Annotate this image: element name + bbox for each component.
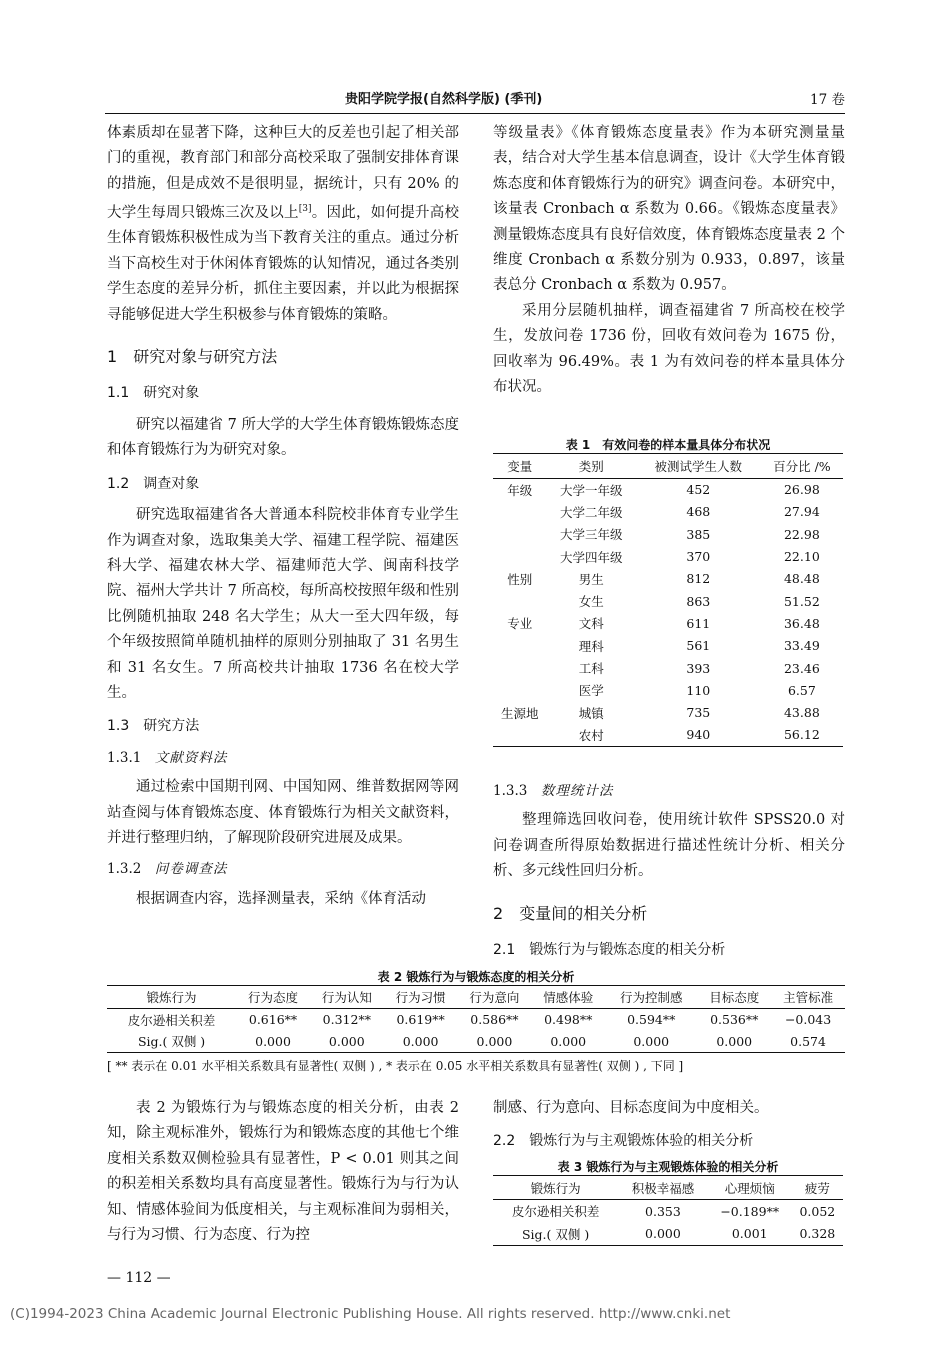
table-cell: 110 [686,682,711,698]
table-cell: 大学三年级 [559,527,623,543]
table-cell: 0.619** [396,1012,445,1028]
table-cell: 理科 [578,638,604,654]
table-row [107,1031,845,1053]
table-cell: 812 [686,571,711,587]
table-cell: 0.000 [645,1226,681,1242]
paragraph: 等级量表》《体育锻炼态度量表》作为本研究测量量表，结合对大学生基本信息调查，设计《大学生体育锻炼态度和体育锻炼行为的研究》调查问卷。本研究中，该量表 Cronbach α 系数为 0.66。《锻炼态度量表》测量锻炼态度具有良好信效度，体育锻炼态度量表 2 个维度 Cronbach α 系数分别为 0.933，0.897，该量表总分 Cronbach α 系数为 0.957。 [493,125,845,294]
table-row [493,724,843,746]
table-cell: −0.189** [720,1203,780,1219]
table-cell: 专业 [507,616,533,632]
running-header [105,88,845,110]
table-row [493,1223,843,1246]
table-cell: 22.98 [783,526,820,542]
table-cell: 561 [686,638,711,654]
column-header: 类别 [578,459,604,474]
table-cell: 皮尔逊相关积差 [127,1012,216,1028]
paragraph: 整理筛选回收问卷，使用统计软件 SPSS20.0 对问卷调查所得原始数据进行描述性统计分析、相关分析、多元线性回归分析。 [493,812,845,880]
journal-title: 贵阳学院学报(自然科学版) (季刊) [345,92,543,107]
table-cell: 0.001 [731,1226,768,1242]
table-cell: 0.586** [470,1012,519,1028]
table-row [493,701,843,723]
section-heading: 1 研究对象与研究方法 [107,347,278,367]
table-cell [493,635,547,657]
table-cell: 0.000 [550,1033,587,1049]
table-row [493,612,843,634]
table-cell: 0.000 [328,1033,365,1049]
table-cell: 452 [686,482,711,498]
table-cell: 370 [686,549,711,565]
table-row [493,679,843,701]
paragraph: 体素质却在显著下降，这种巨大的反差也引起了相关部门的重视，教育部门和部分高校采取了强制安排体育课的措施，但是成效不是很明显，据统计，只有 20% 的大学生每周只锻炼三次及以上[3]。因此，如何提升高校生体育锻炼积极性成为当下教育关注的重点。通过分析当下高校生对于休闲体育锻炼的认知情况，通过各类别学生态度的差异分析，抓住主要因素，并以此为根据探寻能够促进大学生积极参与体育锻炼的策略。 [107,125,459,323]
table-cell: 26.98 [783,482,820,498]
table-cell: 工科 [578,661,604,677]
citation: [3] [298,204,312,215]
column-header: 行为习惯 [395,990,446,1005]
column-header: 情感体验 [543,990,594,1005]
column-header: 被测试学生人数 [654,459,743,474]
paragraph: 表 2 为锻炼行为与锻炼态度的相关分析，由表 2 知，除主观标准外，锻炼行为和锻炼态度的其他七个维度相关系数双侧检验具有显著性，P < 0.01 则其之间的积差相关系数均具有高度显著性。锻炼行为与行为认知、情感体验间为低度相关，与主观标准间为弱相关，与行为习惯、行为态度、行为控 [107,1100,459,1244]
table-1 [493,436,843,747]
table-cell: 0.000 [633,1033,670,1049]
table-cell: 393 [686,660,711,676]
paragraph: 根据调查内容，选择测量表，采纳《体育活动 [136,890,426,907]
table-cell: 48.48 [783,571,820,587]
table-cell: 22.10 [783,549,820,565]
table-cell: 大学一年级 [559,482,623,498]
subsection-heading: 2.1 锻炼行为与锻炼态度的相关分析 [493,942,726,959]
table-row [493,568,843,590]
table-cell: 生源地 [501,705,539,721]
column-header: 心理烦恼 [724,1180,775,1196]
copyright-line: (C)1994-2023 China Academic Journal Electronic Publishing House. All rights reserved. http://www.cnki.net [10,1306,731,1322]
table-cell: 735 [686,705,711,721]
column-header: 锻炼行为 [530,1180,581,1196]
table-cell [493,523,547,545]
subsection-heading: 1.3 研究方法 [107,718,200,735]
column-header: 行为态度 [248,990,299,1005]
table-cell [493,501,547,523]
table-caption: 表 2 锻炼行为与锻炼态度的相关分析 [377,970,575,984]
data-table [493,453,843,747]
table-cell: Sig.( 双侧 ) [521,1226,590,1242]
right-column-bottom [493,1096,845,1161]
subsubsection-heading: 1.3.2 问卷调查法 [107,861,228,878]
table-cell: 0.328 [799,1226,836,1242]
table-cell: 农村 [578,727,604,743]
table-cell: 女生 [578,594,604,610]
table-cell: 0.536** [710,1012,759,1028]
table-cell: 城镇 [578,705,604,721]
paragraph: 采用分层随机抽样，调查福建省 7 所高校在校学生，发放问卷 1736 份，回收有效问卷为 1675 份，回收率为 96.49%。表 1 为有效问卷的样本量具体分布状况。 [493,302,845,396]
paragraph: 制感、行为意向、目标态度间为中度相关。 [493,1100,769,1116]
table-cell [493,657,547,679]
table-cell: 611 [686,615,711,631]
data-table [107,985,845,1053]
table-cell: 0.616** [248,1012,298,1028]
subsection-heading: 1.1 研究对象 [107,385,200,402]
column-header: 变量 [507,459,533,474]
table-row [493,501,843,523]
subsubsection-heading: 1.3.3 数理统计法 [493,783,614,799]
table-3 [493,1158,843,1246]
table-cell: 385 [686,526,711,542]
table-cell: −0.043 [784,1012,832,1028]
left-column [107,121,459,912]
table-cell: 0.000 [476,1033,513,1049]
table-cell: Sig.( 双侧 ) [137,1034,206,1050]
table-cell: 年级 [507,482,533,498]
table-row [493,523,843,545]
page-number: — 112 — [107,1270,171,1286]
subsection-heading: 1.2 调查对象 [107,475,200,492]
table-row [493,657,843,679]
table-cell: 940 [686,727,711,743]
table-cell [493,545,547,567]
table-cell: 56.12 [783,727,820,743]
left-column-bottom [107,1096,459,1248]
column-header: 疲劳 [804,1180,830,1196]
table-2 [107,968,845,1074]
table-cell: 0.574 [790,1033,826,1049]
table-cell: 大学二年级 [559,504,623,520]
paragraph: 研究选取福建省各大普通本科院校非体育专业学生作为调查对象，选取集美大学、福建工程学院、福建医科大学、福建农林大学、福建师范大学、闽南科技学院、福州大学共计 7 所高校，每所高校按照年级和性别比例随机抽取 248 名大学生；从大一至大四年级，每个年级按照简单随机抽样的原则分别抽取了 31 名男生和 31 名女生。7 所高校共计抽取 1736 名在校大学生。 [107,507,459,701]
column-header: 行为意向 [469,990,520,1005]
section-heading: 2 变量间的相关分析 [493,903,648,923]
right-column [493,121,845,400]
table-cell: 468 [686,504,711,520]
table-row [107,1009,845,1031]
table-note: [ ** 表示在 0.01 水平相关系数具有显著性( 双侧 ) , * 表示在 0.05 水平相关系数具有显著性( 双侧 ) , 下同 ] [107,1059,684,1073]
table-cell [493,679,547,701]
table-cell: 6.57 [787,682,816,698]
table-cell: 0.312** [322,1012,371,1028]
column-header: 行为控制感 [619,990,683,1005]
column-header: 百分比 /% [773,459,831,474]
table-cell: 0.000 [255,1033,291,1049]
table-cell: 文科 [578,616,604,632]
table-cell: 男生 [578,571,604,587]
table-row [493,635,843,657]
table-cell: 0.498** [544,1012,593,1028]
table-cell: 33.49 [783,638,820,654]
table-row [493,479,843,501]
table-cell: 0.000 [402,1033,439,1049]
table-caption: 表 3 锻炼行为与主观锻炼体验的相关分析 [557,1160,779,1174]
right-column-lower [493,773,845,969]
table-cell [493,724,547,746]
table-row [493,1200,843,1223]
subsubsection-heading: 1.3.1 文献资料法 [107,749,228,766]
table-cell: 0.000 [716,1033,753,1049]
table-row [493,545,843,567]
subsection-heading: 2.2 锻炼行为与主观锻炼体验的相关分析 [493,1133,754,1150]
table-cell: 大学四年级 [559,549,623,565]
table-row [493,590,843,612]
table-cell: 皮尔逊相关积差 [511,1204,600,1220]
table-cell: 27.94 [783,504,820,520]
table-cell: 0.594** [627,1012,676,1028]
paragraph: 通过检索中国期刊网、中国知网、维普数据网等网站查阅与体育锻炼态度、体育锻炼行为相关文献资料，并进行整理归纳，了解现阶段研究进展及成果。 [107,779,459,846]
table-cell: 43.88 [783,705,820,721]
paragraph: 研究以福建省 7 所大学的大学生体育锻炼锻炼态度和体育锻炼行为为研究对象。 [107,416,459,459]
table-cell: 51.52 [783,593,820,609]
table-caption: 表 1 有效问卷的样本量具体分布状况 [565,438,771,452]
table-cell: 23.46 [783,660,820,676]
column-header: 行为认知 [321,990,372,1005]
table-cell: 0.353 [645,1203,681,1219]
table-cell: 性别 [507,571,533,587]
table-cell: 36.48 [783,615,820,631]
column-header: 积极幸福感 [631,1180,695,1196]
header-rule [105,113,845,114]
column-header: 主管标准 [783,990,834,1005]
column-header: 目标态度 [709,990,760,1005]
volume-label: 17 卷 [810,92,845,108]
table-cell: 863 [686,593,711,609]
table-cell: 医学 [578,683,604,699]
table-cell [493,590,547,612]
data-table [493,1175,843,1246]
column-header: 锻炼行为 [146,990,197,1005]
table-cell: 0.052 [799,1203,836,1219]
